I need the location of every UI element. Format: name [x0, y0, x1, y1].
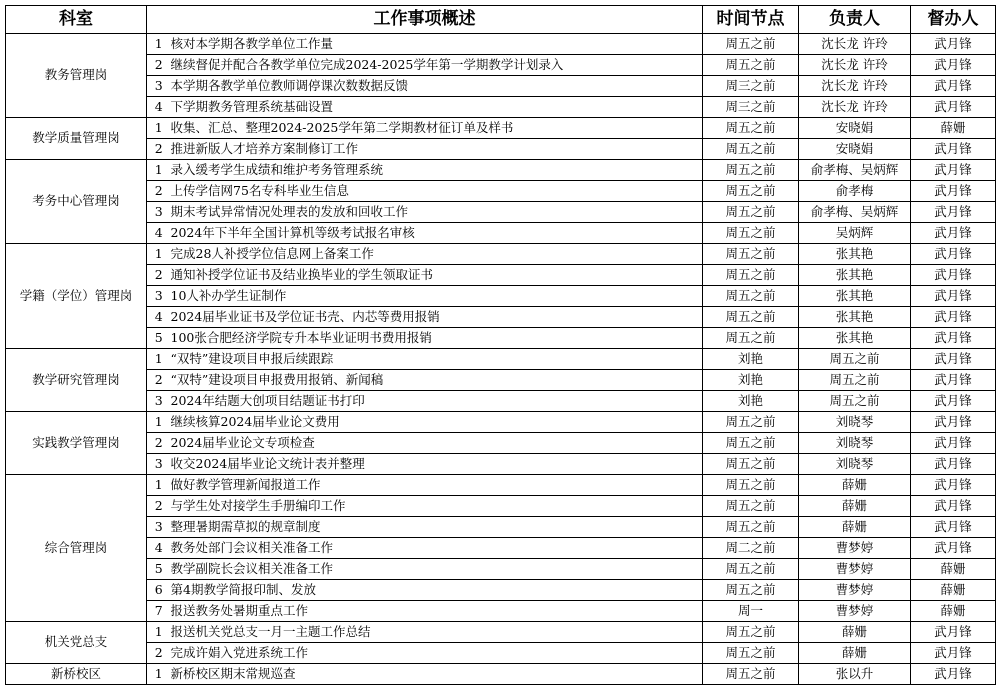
deadline-cell: 周五之前 [703, 517, 799, 538]
item-number: 4 [147, 538, 171, 559]
task-description: 教务处部门会议相关准备工作 [171, 538, 703, 559]
owner-cell: 张其艳 [799, 307, 911, 328]
deadline-cell: 周五之前 [703, 454, 799, 475]
item-number: 4 [147, 97, 171, 118]
owner-cell: 张其艳 [799, 328, 911, 349]
supervisor-cell: 武月锋 [911, 412, 996, 433]
task-description: 通知补授学位证书及结业换毕业的学生领取证书 [171, 265, 703, 286]
task-description: 新桥校区期末常规巡查 [171, 664, 703, 685]
task-description: 核对本学期各教学单位工作量 [171, 34, 703, 55]
owner-cell: 张其艳 [799, 244, 911, 265]
table-row [6, 370, 996, 391]
dept-cell: 新桥校区 [6, 664, 147, 685]
supervisor-cell: 武月锋 [911, 496, 996, 517]
owner-cell: 安晓娟 [799, 118, 911, 139]
dept-cell: 教务管理岗 [6, 34, 147, 118]
table-row [6, 433, 996, 454]
item-number: 3 [147, 517, 171, 538]
header-supervisor: 督办人 [911, 6, 996, 34]
owner-cell: 薛姗 [799, 475, 911, 496]
task-description: 报送机关党总支一月一主题工作总结 [171, 622, 703, 643]
owner-cell: 沈长龙 许玲 [799, 34, 911, 55]
deadline-cell: 周五之前 [703, 181, 799, 202]
supervisor-cell: 武月锋 [911, 454, 996, 475]
supervisor-cell: 武月锋 [911, 328, 996, 349]
deadline-cell: 周五之前 [703, 265, 799, 286]
task-description: 录入缓考学生成绩和维护考务管理系统 [171, 160, 703, 181]
deadline-cell: 周一 [703, 601, 799, 622]
deadline-cell: 周五之前 [703, 307, 799, 328]
task-description: 教学副院长会议相关准备工作 [171, 559, 703, 580]
item-number: 7 [147, 601, 171, 622]
deadline-cell: 周五之前 [703, 496, 799, 517]
owner-cell: 张其艳 [799, 265, 911, 286]
item-number: 2 [147, 643, 171, 664]
item-number: 1 [147, 244, 171, 265]
supervisor-cell: 薛姗 [911, 580, 996, 601]
item-number: 2 [147, 265, 171, 286]
table-row [6, 664, 996, 685]
task-description: 2024届毕业证书及学位证书壳、内芯等费用报销 [171, 307, 703, 328]
table-row [6, 181, 996, 202]
task-description: 完成28人补授学位信息网上备案工作 [171, 244, 703, 265]
owner-cell: 俞孝梅 [799, 181, 911, 202]
supervisor-cell: 武月锋 [911, 517, 996, 538]
task-description: 2024年结题大创项目结题证书打印 [171, 391, 703, 412]
owner-cell: 沈长龙 许玲 [799, 55, 911, 76]
task-description: 报送教务处暑期重点工作 [171, 601, 703, 622]
table-row [6, 454, 996, 475]
supervisor-cell: 薛姗 [911, 118, 996, 139]
supervisor-cell: 武月锋 [911, 391, 996, 412]
task-description: 做好教学管理新闻报道工作 [171, 475, 703, 496]
dept-cell: 实践教学管理岗 [6, 412, 147, 475]
header-row [6, 6, 996, 34]
owner-cell: 张其艳 [799, 286, 911, 307]
dept-cell: 学籍（学位）管理岗 [6, 244, 147, 349]
owner-cell: 曹梦婷 [799, 559, 911, 580]
deadline-cell: 周二之前 [703, 538, 799, 559]
supervisor-cell: 薛姗 [911, 601, 996, 622]
supervisor-cell: 武月锋 [911, 55, 996, 76]
deadline-cell: 周五之前 [703, 139, 799, 160]
item-number: 3 [147, 391, 171, 412]
deadline-cell: 周五之前 [703, 286, 799, 307]
table-row [6, 76, 996, 97]
item-number: 1 [147, 160, 171, 181]
table-row [6, 622, 996, 643]
table-row [6, 580, 996, 601]
supervisor-cell: 武月锋 [911, 76, 996, 97]
item-number: 2 [147, 139, 171, 160]
item-number: 2 [147, 55, 171, 76]
deadline-cell: 周五之前 [703, 202, 799, 223]
deadline-cell: 周五之前 [703, 223, 799, 244]
supervisor-cell: 武月锋 [911, 475, 996, 496]
item-number: 1 [147, 118, 171, 139]
task-description: 第4期教学简报印制、发放 [171, 580, 703, 601]
deadline-cell: 周五之前 [703, 328, 799, 349]
task-description: 期末考试异常情况处理表的发放和回收工作 [171, 202, 703, 223]
table-row [6, 34, 996, 55]
owner-cell: 安晓娟 [799, 139, 911, 160]
owner-cell: 周五之前 [799, 391, 911, 412]
item-number: 2 [147, 433, 171, 454]
table-row [6, 307, 996, 328]
item-number: 2 [147, 496, 171, 517]
item-number: 5 [147, 559, 171, 580]
owner-cell: 刘晓琴 [799, 412, 911, 433]
deadline-cell: 周五之前 [703, 643, 799, 664]
item-number: 2 [147, 370, 171, 391]
task-description: 继续督促并配合各教学单位完成2024-2025学年第一学期教学计划录入 [171, 55, 703, 76]
item-number: 1 [147, 349, 171, 370]
supervisor-cell: 武月锋 [911, 265, 996, 286]
table-row [6, 391, 996, 412]
task-description: 收交2024届毕业论文统计表并整理 [171, 454, 703, 475]
task-description: “双特”建设项目申报费用报销、新闻稿 [171, 370, 703, 391]
owner-cell: 薛姗 [799, 496, 911, 517]
table-row [6, 559, 996, 580]
deadline-cell: 周五之前 [703, 412, 799, 433]
task-description: 下学期教务管理系统基础设置 [171, 97, 703, 118]
item-number: 3 [147, 76, 171, 97]
supervisor-cell: 武月锋 [911, 160, 996, 181]
table-row [6, 496, 996, 517]
table-row [6, 244, 996, 265]
table-row [6, 643, 996, 664]
supervisor-cell: 武月锋 [911, 34, 996, 55]
table-body [6, 34, 996, 685]
supervisor-cell: 武月锋 [911, 97, 996, 118]
table-row [6, 412, 996, 433]
dept-cell: 机关党总支 [6, 622, 147, 664]
supervisor-cell: 武月锋 [911, 349, 996, 370]
deadline-cell: 刘艳 [703, 370, 799, 391]
table-row [6, 538, 996, 559]
owner-cell: 曹梦婷 [799, 601, 911, 622]
table-row [6, 139, 996, 160]
task-description: 收集、汇总、整理2024-2025学年第二学期教材征订单及样书 [171, 118, 703, 139]
header-task: 工作事项概述 [147, 6, 703, 34]
supervisor-cell: 武月锋 [911, 664, 996, 685]
dept-cell: 综合管理岗 [6, 475, 147, 622]
item-number: 3 [147, 454, 171, 475]
header-deadline: 时间节点 [703, 6, 799, 34]
supervisor-cell: 武月锋 [911, 202, 996, 223]
owner-cell: 周五之前 [799, 370, 911, 391]
table-row [6, 517, 996, 538]
task-description: 完成许娟入党进系统工作 [171, 643, 703, 664]
owner-cell: 俞孝梅、吴炳辉 [799, 160, 911, 181]
supervisor-cell: 武月锋 [911, 622, 996, 643]
supervisor-cell: 武月锋 [911, 433, 996, 454]
deadline-cell: 周三之前 [703, 76, 799, 97]
table-row [6, 265, 996, 286]
deadline-cell: 周五之前 [703, 34, 799, 55]
item-number: 1 [147, 622, 171, 643]
dept-cell: 教学研究管理岗 [6, 349, 147, 412]
owner-cell: 沈长龙 许玲 [799, 97, 911, 118]
item-number: 6 [147, 580, 171, 601]
item-number: 3 [147, 286, 171, 307]
task-description: 2024年下半年全国计算机等级考试报名审核 [171, 223, 703, 244]
task-description: 整理暑期需草拟的规章制度 [171, 517, 703, 538]
table-row [6, 55, 996, 76]
deadline-cell: 刘艳 [703, 391, 799, 412]
deadline-cell: 周五之前 [703, 580, 799, 601]
owner-cell: 刘晓琴 [799, 433, 911, 454]
supervisor-cell: 武月锋 [911, 643, 996, 664]
deadline-cell: 周五之前 [703, 622, 799, 643]
task-description: “双特”建设项目申报后续跟踪 [171, 349, 703, 370]
supervisor-cell: 武月锋 [911, 139, 996, 160]
dept-cell: 考务中心管理岗 [6, 160, 147, 244]
table-row [6, 475, 996, 496]
task-description: 继续核算2024届毕业论文费用 [171, 412, 703, 433]
supervisor-cell: 薛姗 [911, 559, 996, 580]
dept-cell: 教学质量管理岗 [6, 118, 147, 160]
owner-cell: 薛姗 [799, 517, 911, 538]
table-row [6, 349, 996, 370]
task-description: 推进新版人才培养方案制修订工作 [171, 139, 703, 160]
item-number: 3 [147, 202, 171, 223]
table-row [6, 601, 996, 622]
header-owner: 负责人 [799, 6, 911, 34]
owner-cell: 薛姗 [799, 643, 911, 664]
deadline-cell: 周五之前 [703, 118, 799, 139]
supervisor-cell: 武月锋 [911, 538, 996, 559]
deadline-cell: 周五之前 [703, 244, 799, 265]
deadline-cell: 周五之前 [703, 160, 799, 181]
deadline-cell: 周五之前 [703, 475, 799, 496]
deadline-cell: 周五之前 [703, 664, 799, 685]
item-number: 2 [147, 181, 171, 202]
deadline-cell: 周五之前 [703, 55, 799, 76]
table-row [6, 202, 996, 223]
header-dept: 科室 [6, 6, 147, 34]
item-number: 1 [147, 34, 171, 55]
supervisor-cell: 武月锋 [911, 370, 996, 391]
task-description: 2024届毕业论文专项检查 [171, 433, 703, 454]
item-number: 1 [147, 475, 171, 496]
task-description: 与学生处对接学生手册编印工作 [171, 496, 703, 517]
deadline-cell: 周五之前 [703, 433, 799, 454]
owner-cell: 曹梦婷 [799, 580, 911, 601]
supervisor-cell: 武月锋 [911, 244, 996, 265]
owner-cell: 张以升 [799, 664, 911, 685]
owner-cell: 曹梦婷 [799, 538, 911, 559]
deadline-cell: 周五之前 [703, 559, 799, 580]
task-description: 本学期各教学单位教师调停课次数数据反馈 [171, 76, 703, 97]
supervisor-cell: 武月锋 [911, 181, 996, 202]
supervisor-cell: 武月锋 [911, 286, 996, 307]
table-row [6, 286, 996, 307]
supervisor-cell: 武月锋 [911, 307, 996, 328]
item-number: 4 [147, 223, 171, 244]
table-row [6, 223, 996, 244]
work-schedule-table [5, 5, 996, 685]
supervisor-cell: 武月锋 [911, 223, 996, 244]
table-row [6, 97, 996, 118]
task-description: 100张合肥经济学院专升本毕业证明书费用报销 [171, 328, 703, 349]
item-number: 1 [147, 412, 171, 433]
owner-cell: 俞孝梅、吴炳辉 [799, 202, 911, 223]
item-number: 4 [147, 307, 171, 328]
item-number: 1 [147, 664, 171, 685]
table-row [6, 118, 996, 139]
owner-cell: 薛姗 [799, 622, 911, 643]
owner-cell: 刘晓琴 [799, 454, 911, 475]
task-description: 上传学信网75名专科毕业生信息 [171, 181, 703, 202]
table-row [6, 160, 996, 181]
task-description: 10人补办学生证制作 [171, 286, 703, 307]
owner-cell: 吴炳辉 [799, 223, 911, 244]
owner-cell: 沈长龙 许玲 [799, 76, 911, 97]
deadline-cell: 刘艳 [703, 349, 799, 370]
item-number: 5 [147, 328, 171, 349]
owner-cell: 周五之前 [799, 349, 911, 370]
deadline-cell: 周三之前 [703, 97, 799, 118]
table-row [6, 328, 996, 349]
